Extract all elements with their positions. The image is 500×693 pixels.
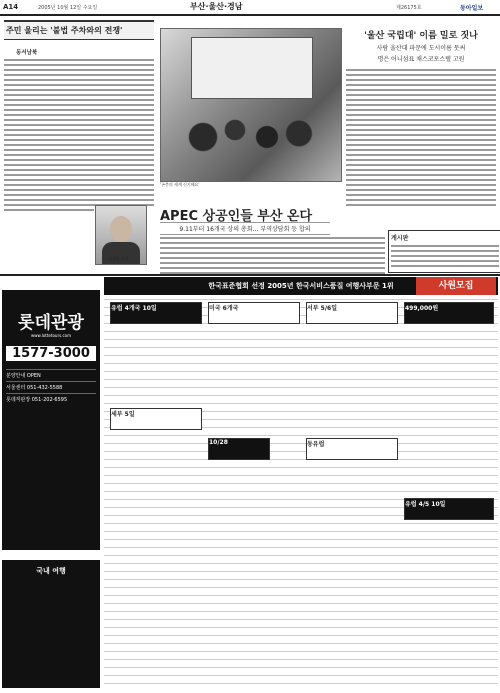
- children-crowd: [171, 109, 331, 179]
- ad-item: 유럽 4/5 10일: [404, 498, 494, 520]
- side-body: [346, 69, 496, 206]
- side-subhead-2: 명은 어니섬표 채스코포스텔 고원: [377, 56, 465, 63]
- ad-item: 10/28: [208, 438, 270, 460]
- main-body: [160, 234, 385, 277]
- lotte-tour-ad: [2, 290, 100, 550]
- domestic-tour-ad: [2, 560, 100, 688]
- side-subhead-1: 사람 울산대 파문에 도시이름 뭇써: [376, 45, 466, 52]
- issue-date: 2005년 10월 12일 수요일: [38, 5, 98, 11]
- branch-item: 롯데직판장 051-202-6595: [6, 393, 96, 405]
- main-headline: APEC 상공인들 부산 온다: [160, 209, 313, 224]
- insect-display-board: [191, 37, 313, 99]
- page-number: A14: [3, 3, 19, 11]
- lotte-url: www.lottetours.com: [31, 333, 71, 338]
- domestic-title: 국내 여행: [36, 567, 66, 575]
- section-title: 부산·울산·경남: [190, 2, 243, 11]
- column-author: 동서남북: [16, 50, 38, 56]
- photo-caption: '곤충의 세계 신기해요': [160, 182, 200, 187]
- ad-banner: 한국표준협회 선정 2005년 한국서비스품질 여행사부문 1위: [104, 277, 498, 295]
- page-header: [0, 0, 500, 16]
- notice-board: [388, 230, 500, 273]
- ad-item: 유럽 4개국 10일: [110, 302, 202, 324]
- issue-number: 제26175호: [396, 5, 422, 11]
- column-body: [4, 59, 154, 211]
- ad-item: 미국 6개국: [208, 302, 300, 324]
- travel-ad-grid: [104, 298, 498, 691]
- column-title: 주민 울리는 '불법 주차와의 전쟁': [4, 20, 154, 40]
- ad-item: 서부 5/6일: [306, 302, 398, 324]
- branch-item: 분양안내 OPEN: [6, 369, 96, 381]
- reporter-name: 설예종 기자: [108, 256, 129, 261]
- ad-item: 499,000원: [404, 302, 494, 324]
- recruit-badge: 사원모집: [416, 277, 496, 295]
- branch-list: [6, 369, 96, 405]
- news-photo: [160, 28, 342, 182]
- branch-item: 서울센터 051-432-5588: [6, 381, 96, 393]
- ad-item: 세부 5일: [110, 408, 202, 430]
- main-subhead: 9.11부터 16개국 상의 총회… 부역상담회 등 합의: [160, 222, 330, 235]
- lotte-phone: 1577-3000: [6, 346, 96, 361]
- ad-item: 동유럽: [306, 438, 398, 460]
- lotte-brand: 롯데관광: [18, 313, 84, 333]
- side-story: [346, 28, 496, 209]
- side-headline: '울산 국립대' 이름 밀로 짓나: [364, 31, 478, 41]
- notice-title: 게시판: [391, 235, 409, 242]
- paper-name: 동아일보: [460, 5, 484, 12]
